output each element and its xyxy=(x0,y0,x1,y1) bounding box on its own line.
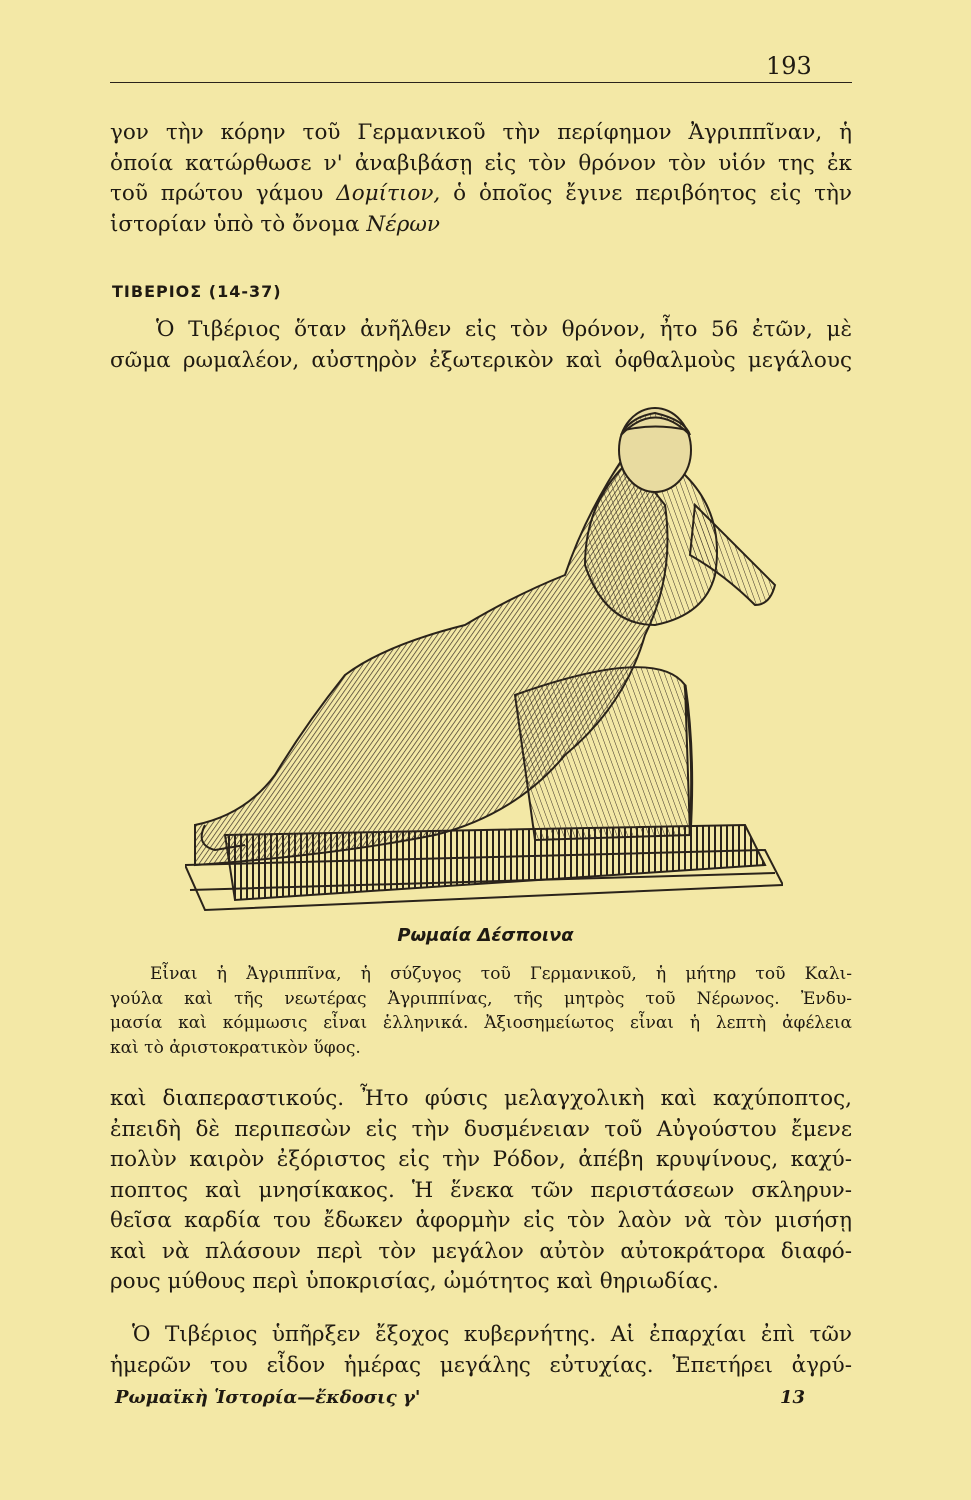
section-heading: ΤΙΒΕΡΙΟΣ (14-37) xyxy=(112,282,282,301)
section-paragraph xyxy=(110,315,852,376)
intro-line-3 xyxy=(110,179,852,210)
section-line-2: σῶμα ρωμαλέον, αὐστηρὸν ἐξωτερικὸν καὶ ὀφθαλμοὺς μεγάλους xyxy=(110,347,852,373)
seated-woman-statue xyxy=(185,395,783,915)
caption-line-2: γούλα καὶ τῆς νεωτέρας Ἀγριππίνας, τῆς μητρὸς τοῦ Νέρωνος. Ἐνδυ- xyxy=(110,988,852,1009)
body-line-6: καὶ νὰ πλάσουν περὶ τὸν μεγάλον αὐτὸν αὐτοκράτορα διαφό- xyxy=(110,1238,852,1264)
nero-name: Νέρων xyxy=(366,211,440,237)
intro-line-4 xyxy=(110,210,852,241)
intro-line-1: γον τὴν κόρην τοῦ Γερμανικοῦ τὴν περίφημον Ἀγριππῖναν, ἡ xyxy=(110,120,852,145)
body-line-1: καὶ διαπεραστικούς. Ἦτο φύσις μελαγχολικὴ καὶ καχύποπτος, xyxy=(110,1086,852,1111)
intro-line-3-start: τοῦ πρώτου γάμου xyxy=(110,181,324,206)
intro-line-2: ὁποία κατώρθωσε ν' ἀναβιβάσῃ εἰς τὸν θρόνον τὸν υἱόν της ἐκ xyxy=(110,150,852,176)
intro-line-3-end: ὁ ὁποῖος ἔγινε περιβόητος εἰς τὴν xyxy=(453,181,852,206)
domitius-name: Δομίτιον, xyxy=(336,181,441,206)
body-paragraph xyxy=(110,1084,852,1298)
caption-line-4: καὶ τὸ ἀριστοκρατικὸν ὕφος. xyxy=(110,1037,361,1058)
body-line-7: ρους μύθους περὶ ὑποκρισίας, ὠμότητος καὶ θηριωδίας. xyxy=(110,1269,719,1294)
closing-paragraph xyxy=(110,1320,852,1381)
body-line-2: ἐπειδὴ δὲ περιπεσὼν εἰς τὴν δυσμένειαν τοῦ Αὐγούστου ἔμενε xyxy=(110,1116,852,1142)
header-rule xyxy=(110,82,852,83)
caption-line-3: μασία καὶ κόμμωσις εἶναι ἑλληνικά. Ἀξιοσημείωτος εἶναι ἡ λεπτὴ ἀφέλεια xyxy=(110,1013,852,1033)
body-line-5: θεῖσα καρδία του ἔδωκεν ἀφορμὴν εἰς τὸν λαὸν νὰ τὸν μισήσῃ xyxy=(110,1208,852,1233)
caption-line-1: Εἶναι ἡ Ἀγριππῖνα, ἡ σύζυγος τοῦ Γερμανικοῦ, ἡ μήτηρ τοῦ Καλι- xyxy=(150,964,852,984)
body-line-3: πολὺν καιρὸν ἐξόριστος εἰς τὴν Ρόδον, ἀπέβη κρυψίνους, καχύ- xyxy=(110,1147,852,1172)
closing-line-1: Ὁ Τιβέριος ὑπῆρξεν ἔξοχος κυβερνήτης. Αἱ ἐπαρχίαι ἐπὶ τῶν xyxy=(132,1322,852,1347)
section-line-1: Ὁ Τιβέριος ὅταν ἀνῆλθεν εἰς τὸν θρόνον, ἦτο 56 ἐτῶν, μὲ xyxy=(156,317,852,342)
figure-caption xyxy=(110,962,852,1060)
closing-line-2: ἡμερῶν του εἶδον ἡμέρας μεγάλης εὐτυχίας. Ἐπετήρει ἀγρύ- xyxy=(110,1352,852,1378)
page-number: 193 xyxy=(766,52,812,80)
footer-title: Ρωμαϊκὴ Ἱστορία—ἔκδοσις γ' xyxy=(115,1387,421,1408)
page-footer xyxy=(115,1387,805,1408)
statue-illustration xyxy=(185,395,783,915)
body-line-4: ποπτος καὶ μνησίκακος. Ἡ ἕνεκα τῶν περιστάσεων σκληρυν- xyxy=(110,1177,852,1203)
intro-paragraph xyxy=(110,118,852,240)
intro-line-4-start: ἱστορίαν ὑπὸ τὸ ὄνομα xyxy=(110,211,360,237)
figure-caption-title: Ρωμαία Δέσποινα xyxy=(397,925,574,946)
footer-signature: 13 xyxy=(779,1387,805,1408)
